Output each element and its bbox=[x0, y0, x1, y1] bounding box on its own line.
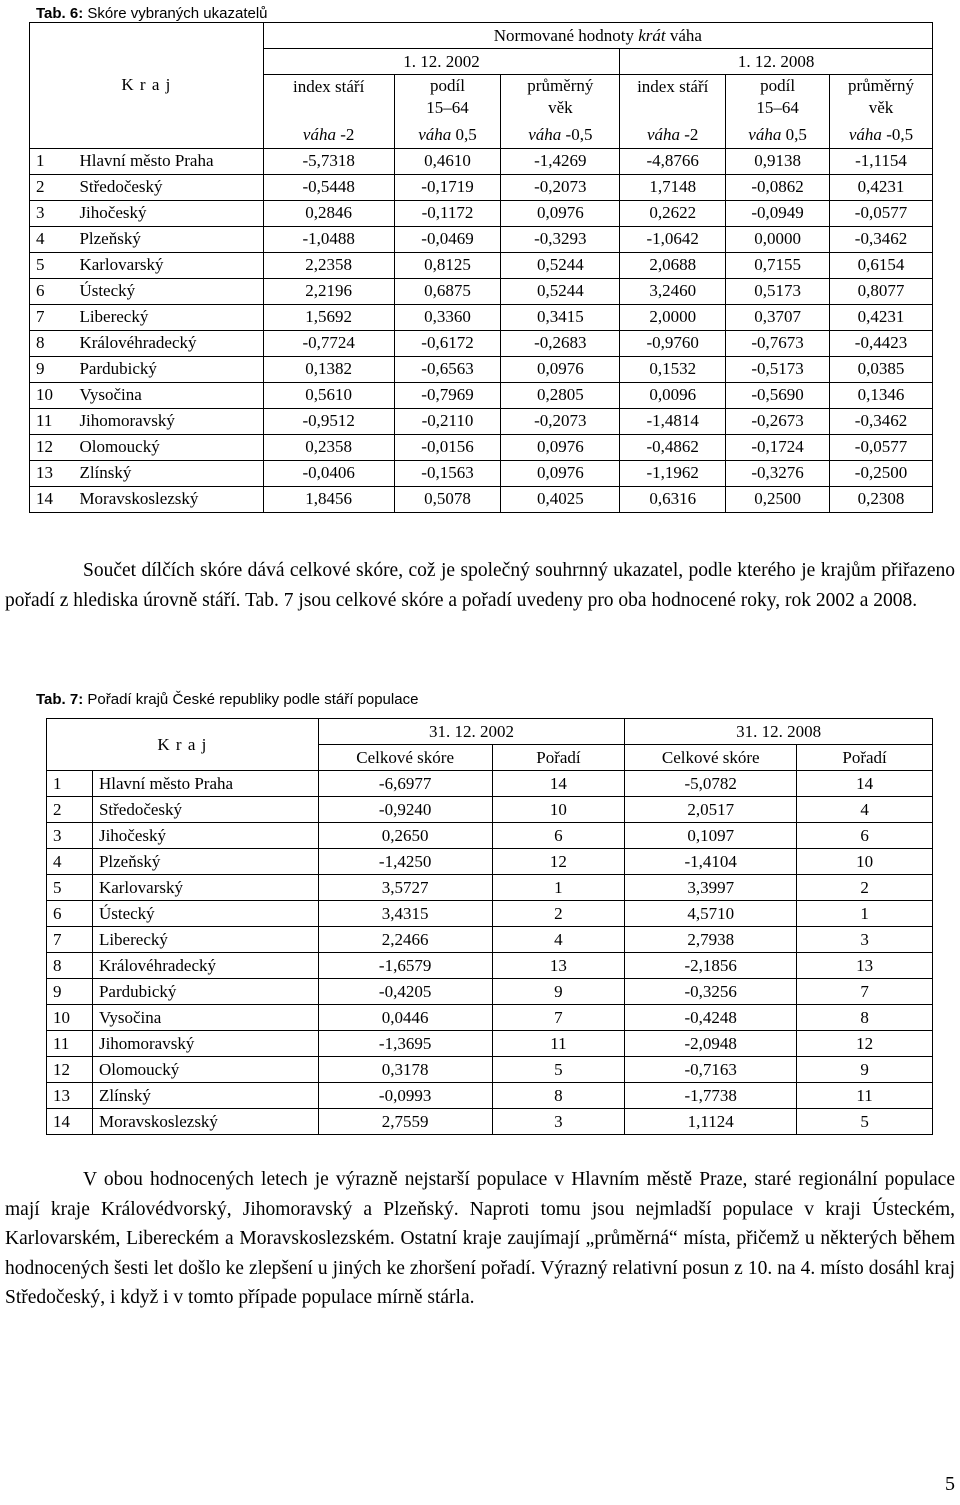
table-cell: 5 bbox=[492, 1057, 625, 1083]
table-cell: 4 bbox=[797, 797, 933, 823]
weight-value: -2 bbox=[335, 125, 355, 144]
table-row bbox=[30, 226, 933, 252]
table-cell: -1,6579 bbox=[318, 953, 492, 979]
table-cell: 0,4610 bbox=[394, 148, 501, 174]
table-cell: -0,2683 bbox=[501, 330, 620, 356]
table-cell: 0,3707 bbox=[726, 304, 830, 330]
row-number: 13 bbox=[30, 460, 74, 486]
table-cell: 3,4315 bbox=[318, 901, 492, 927]
region-name: Karlovarský bbox=[73, 252, 263, 278]
table-cell: 2 bbox=[492, 901, 625, 927]
weight-word: váha bbox=[646, 125, 681, 144]
col-vek-line1: průměrný bbox=[527, 76, 594, 95]
region-name: Vysočina bbox=[92, 1005, 318, 1031]
page-number: 5 bbox=[945, 1473, 955, 1495]
table-cell: 0,1532 bbox=[620, 356, 726, 382]
table-cell: -1,4269 bbox=[501, 148, 620, 174]
region-name: Pardubický bbox=[92, 979, 318, 1005]
table-cell: 0,6875 bbox=[394, 278, 501, 304]
table-cell: 3 bbox=[797, 927, 933, 953]
table-cell: 1,5692 bbox=[263, 304, 394, 330]
table-cell: 4 bbox=[492, 927, 625, 953]
table-cell: 5 bbox=[797, 1109, 933, 1135]
table-cell: 1,1124 bbox=[625, 1109, 797, 1135]
row-number: 7 bbox=[30, 304, 74, 330]
table-cell: 8 bbox=[492, 1083, 625, 1109]
table-cell: -0,3462 bbox=[830, 408, 933, 434]
row-number: 14 bbox=[47, 1109, 93, 1135]
table-cell: -0,2500 bbox=[830, 460, 933, 486]
table-cell: 0,2308 bbox=[830, 486, 933, 512]
table-row bbox=[30, 174, 933, 200]
row-number: 5 bbox=[30, 252, 74, 278]
table-cell: 0,8125 bbox=[394, 252, 501, 278]
row-number: 11 bbox=[30, 408, 74, 434]
table-cell: -0,3276 bbox=[726, 460, 830, 486]
table-cell: 0,5078 bbox=[394, 486, 501, 512]
table6-col-index: index stáří bbox=[263, 75, 394, 123]
table-cell: 3,5727 bbox=[318, 875, 492, 901]
table-cell: 9 bbox=[492, 979, 625, 1005]
table-row bbox=[30, 486, 933, 512]
table-cell: -1,0642 bbox=[620, 226, 726, 252]
table7-year-2002: 31. 12. 2002 bbox=[318, 719, 625, 745]
table-row bbox=[30, 460, 933, 486]
table-cell: 0,3178 bbox=[318, 1057, 492, 1083]
table-row bbox=[47, 1031, 933, 1057]
table-cell: 1 bbox=[797, 901, 933, 927]
row-number: 6 bbox=[47, 901, 93, 927]
table-cell: 0,4231 bbox=[830, 174, 933, 200]
region-name: Středočeský bbox=[92, 797, 318, 823]
region-name: Liberecký bbox=[92, 927, 318, 953]
table7-col-rank-2008: Pořadí bbox=[797, 745, 933, 771]
row-number: 1 bbox=[30, 148, 74, 174]
table-cell: -0,4248 bbox=[625, 1005, 797, 1031]
table7-col-rank-2002: Pořadí bbox=[492, 745, 625, 771]
table-cell: -0,3293 bbox=[501, 226, 620, 252]
table-row bbox=[30, 382, 933, 408]
row-number: 3 bbox=[47, 823, 93, 849]
row-number: 2 bbox=[47, 797, 93, 823]
weight-value: -0,5 bbox=[561, 125, 593, 144]
table-cell: -6,6977 bbox=[318, 771, 492, 797]
table-cell: -1,0488 bbox=[263, 226, 394, 252]
weight-value: -2 bbox=[680, 125, 699, 144]
weight-word: váha bbox=[418, 125, 452, 144]
table-cell: 0,2622 bbox=[620, 200, 726, 226]
row-number: 8 bbox=[30, 330, 74, 356]
table-cell: 0,3415 bbox=[501, 304, 620, 330]
table6-super-header bbox=[263, 23, 932, 49]
table-cell: -0,9760 bbox=[620, 330, 726, 356]
table-cell: 0,9138 bbox=[726, 148, 830, 174]
table-cell: -0,2073 bbox=[501, 408, 620, 434]
table-cell: 0,0000 bbox=[726, 226, 830, 252]
table-cell: 13 bbox=[492, 953, 625, 979]
table-cell: -0,0577 bbox=[830, 434, 933, 460]
table-row bbox=[30, 408, 933, 434]
table-cell: -0,4862 bbox=[620, 434, 726, 460]
table-cell: 0,6154 bbox=[830, 252, 933, 278]
region-name: Jihomoravský bbox=[73, 408, 263, 434]
table-row bbox=[30, 434, 933, 460]
row-number: 4 bbox=[30, 226, 74, 252]
region-name: Liberecký bbox=[73, 304, 263, 330]
weight-value: 0,5 bbox=[781, 125, 807, 144]
row-number: 14 bbox=[30, 486, 74, 512]
table-cell: -0,4205 bbox=[318, 979, 492, 1005]
table-cell: -0,3462 bbox=[830, 226, 933, 252]
row-number: 12 bbox=[47, 1057, 93, 1083]
weight-word: váha bbox=[302, 125, 336, 144]
table7-year-2008: 31. 12. 2008 bbox=[625, 719, 933, 745]
region-name: Vysočina bbox=[73, 382, 263, 408]
table-cell: 2,2358 bbox=[263, 252, 394, 278]
table-row bbox=[47, 1083, 933, 1109]
region-name: Moravskoslezský bbox=[92, 1109, 318, 1135]
row-number: 10 bbox=[47, 1005, 93, 1031]
table-cell: 6 bbox=[492, 823, 625, 849]
table-row bbox=[30, 356, 933, 382]
table-cell: -0,6172 bbox=[394, 330, 501, 356]
table-cell: -0,1719 bbox=[394, 174, 501, 200]
table-cell: 0,0385 bbox=[830, 356, 933, 382]
row-number: 8 bbox=[47, 953, 93, 979]
table-cell: -0,1724 bbox=[726, 434, 830, 460]
table-cell: -5,0782 bbox=[625, 771, 797, 797]
region-name: Ústecký bbox=[73, 278, 263, 304]
table-cell: 0,4025 bbox=[501, 486, 620, 512]
table-cell: 6 bbox=[797, 823, 933, 849]
table7-caption bbox=[36, 689, 418, 709]
table-cell: 3,2460 bbox=[620, 278, 726, 304]
table-cell: 2 bbox=[797, 875, 933, 901]
region-name: Královéhradecký bbox=[73, 330, 263, 356]
region-name: Zlínský bbox=[73, 460, 263, 486]
table-cell: 3,3997 bbox=[625, 875, 797, 901]
table-row bbox=[47, 1057, 933, 1083]
table-cell: -1,7738 bbox=[625, 1083, 797, 1109]
col-podil-line1: podíl bbox=[430, 76, 465, 95]
table-cell: 0,0976 bbox=[501, 200, 620, 226]
table-cell: 2,0517 bbox=[625, 797, 797, 823]
table-cell: 0,5173 bbox=[726, 278, 830, 304]
table6-weight-cell bbox=[726, 123, 830, 149]
paragraph-1: Součet dílčích skóre dává celkové skóre, což je společný souhrnný ukazatel, podle kterého je krajům přiřazeno pořadí z hlediska úrovně stáří. Tab. 7 jsou celkové skóre a pořadí uvedeny pro oba hodnocené roky, rok 2002 a 2008. bbox=[5, 560, 955, 611]
table-cell: -0,5690 bbox=[726, 382, 830, 408]
region-name: Karlovarský bbox=[92, 875, 318, 901]
weight-value: 0,5 bbox=[451, 125, 477, 144]
table-cell: -0,4423 bbox=[830, 330, 933, 356]
table-cell: -0,7724 bbox=[263, 330, 394, 356]
table-cell: -0,9240 bbox=[318, 797, 492, 823]
table-cell: -5,7318 bbox=[263, 148, 394, 174]
table-row bbox=[47, 1005, 933, 1031]
col-podil-line1: podíl bbox=[760, 76, 796, 95]
table-cell: 11 bbox=[797, 1083, 933, 1109]
table-row bbox=[47, 979, 933, 1005]
table-row bbox=[30, 278, 933, 304]
table-cell: -0,0949 bbox=[726, 200, 830, 226]
table-cell: 14 bbox=[797, 771, 933, 797]
table-cell: 1 bbox=[492, 875, 625, 901]
weight-value: -0,5 bbox=[881, 125, 914, 144]
row-number: 3 bbox=[30, 200, 74, 226]
table-row bbox=[47, 927, 933, 953]
table-cell: 0,1382 bbox=[263, 356, 394, 382]
table-cell: -1,4814 bbox=[620, 408, 726, 434]
table-row bbox=[47, 849, 933, 875]
table-cell: 0,2805 bbox=[501, 382, 620, 408]
table-cell: 7 bbox=[797, 979, 933, 1005]
table-cell: 0,2358 bbox=[263, 434, 394, 460]
row-number: 1 bbox=[47, 771, 93, 797]
region-name: Hlavní město Praha bbox=[92, 771, 318, 797]
table-cell: 2,2196 bbox=[263, 278, 394, 304]
table-cell: 12 bbox=[492, 849, 625, 875]
row-number: 10 bbox=[30, 382, 74, 408]
table-cell: 1,8456 bbox=[263, 486, 394, 512]
col-podil-line2: 15–64 bbox=[426, 98, 469, 117]
table-row bbox=[47, 771, 933, 797]
table7 bbox=[46, 718, 933, 1135]
super-header-part: Normované hodnoty bbox=[493, 25, 639, 45]
table-cell: -0,0862 bbox=[726, 174, 830, 200]
table-row bbox=[47, 901, 933, 927]
table-cell: 4,5710 bbox=[625, 901, 797, 927]
table-cell: -0,1563 bbox=[394, 460, 501, 486]
table-cell: 13 bbox=[797, 953, 933, 979]
table-cell: 0,8077 bbox=[830, 278, 933, 304]
table-cell: -0,9512 bbox=[263, 408, 394, 434]
region-name: Olomoucký bbox=[92, 1057, 318, 1083]
table-cell: -0,2073 bbox=[501, 174, 620, 200]
row-number: 5 bbox=[47, 875, 93, 901]
table6-caption-text: Skóre vybraných ukazatelů bbox=[83, 5, 268, 22]
table-cell: 0,1346 bbox=[830, 382, 933, 408]
region-name: Plzeňský bbox=[73, 226, 263, 252]
table-cell: -1,1154 bbox=[830, 148, 933, 174]
table-cell: 3 bbox=[492, 1109, 625, 1135]
table-cell: 0,1097 bbox=[625, 823, 797, 849]
table-cell: 0,2500 bbox=[726, 486, 830, 512]
table-cell: -0,3256 bbox=[625, 979, 797, 1005]
paragraph-2: V obou hodnocených letech je výrazně nejstarší populace v Hlavním městě Praze, staré regionální populace mají kraje Královédvorský, Jihomoravský a Plzeňský. Naproti tomu jsou nejmladší populace v kraji Ústeckém, Karlovarském, Libereckém a Moravskoslezském. Ostatní kraje zaujímají „průměrná“ místa, přičemž u některých během hodnocených šesti let došlo ke zlepšení u jiných ke zhoršení pořadí. Výrazný relativní posun z 10. na 4. místo dosáhl kraj Středočeský, i když i v tomto případe populace mírně stárla. bbox=[5, 1169, 955, 1308]
table-cell: 10 bbox=[492, 797, 625, 823]
region-name: Hlavní město Praha bbox=[73, 148, 263, 174]
table-row bbox=[30, 148, 933, 174]
table-row bbox=[47, 797, 933, 823]
table-cell: 2,7938 bbox=[625, 927, 797, 953]
col-vek-line2: věk bbox=[868, 98, 894, 117]
table-cell: 2,0688 bbox=[620, 252, 726, 278]
row-number: 9 bbox=[47, 979, 93, 1005]
table-row bbox=[30, 252, 933, 278]
table-cell: 10 bbox=[797, 849, 933, 875]
table6-year-2008: 1. 12. 2008 bbox=[620, 49, 933, 75]
table-cell: -0,6563 bbox=[394, 356, 501, 382]
weight-word: váha bbox=[748, 125, 782, 144]
table6-weight-cell bbox=[263, 123, 394, 149]
table-cell: -0,1172 bbox=[394, 200, 501, 226]
table-cell: 11 bbox=[492, 1031, 625, 1057]
super-header-part: váha bbox=[665, 25, 702, 45]
table-cell: -1,4250 bbox=[318, 849, 492, 875]
table-row bbox=[30, 304, 933, 330]
table6 bbox=[29, 22, 933, 513]
table7-kraj-header: K r a j bbox=[47, 719, 319, 771]
region-name: Zlínský bbox=[92, 1083, 318, 1109]
region-name: Plzeňský bbox=[92, 849, 318, 875]
row-number: 9 bbox=[30, 356, 74, 382]
row-number: 6 bbox=[30, 278, 74, 304]
weight-word: váha bbox=[848, 125, 882, 144]
table-cell: 0,0446 bbox=[318, 1005, 492, 1031]
table-cell: 0,5244 bbox=[501, 278, 620, 304]
col-vek-line2: věk bbox=[548, 98, 573, 117]
table-cell: 12 bbox=[797, 1031, 933, 1057]
table-cell: -4,8766 bbox=[620, 148, 726, 174]
table-row bbox=[47, 875, 933, 901]
table-cell: -0,0993 bbox=[318, 1083, 492, 1109]
table6-caption bbox=[36, 3, 268, 23]
table-cell: 0,2650 bbox=[318, 823, 492, 849]
table-row bbox=[30, 330, 933, 356]
table6-caption-label: Tab. 6: bbox=[36, 5, 84, 22]
table6-col-index: index stáří bbox=[620, 75, 726, 123]
table-cell: 2,2466 bbox=[318, 927, 492, 953]
table-row bbox=[47, 1109, 933, 1135]
table6-col-vek bbox=[830, 75, 933, 123]
table6-col-vek bbox=[501, 75, 620, 123]
region-name: Královéhradecký bbox=[92, 953, 318, 979]
table6-kraj-header: K r a j bbox=[30, 23, 264, 149]
table-cell: 0,3360 bbox=[394, 304, 501, 330]
table-cell: 2,0000 bbox=[620, 304, 726, 330]
row-number: 7 bbox=[47, 927, 93, 953]
table7-col-score-2008: Celkové skóre bbox=[625, 745, 797, 771]
table-row bbox=[30, 200, 933, 226]
table-cell: -0,0577 bbox=[830, 200, 933, 226]
table-cell: -2,0948 bbox=[625, 1031, 797, 1057]
table-cell: -0,2673 bbox=[726, 408, 830, 434]
table-row bbox=[47, 823, 933, 849]
table-cell: 0,6316 bbox=[620, 486, 726, 512]
table-cell: -0,0469 bbox=[394, 226, 501, 252]
table-cell: 0,0976 bbox=[501, 356, 620, 382]
region-name: Pardubický bbox=[73, 356, 263, 382]
col-vek-line1: průměrný bbox=[847, 76, 915, 95]
table-cell: -1,1962 bbox=[620, 460, 726, 486]
table-cell: 0,2846 bbox=[263, 200, 394, 226]
table-cell: -0,7673 bbox=[726, 330, 830, 356]
table7-caption-label: Tab. 7: bbox=[36, 691, 84, 708]
table6-weight-cell bbox=[501, 123, 620, 149]
table-cell: 14 bbox=[492, 771, 625, 797]
table6-col-podil bbox=[394, 75, 501, 123]
table-cell: -0,2110 bbox=[394, 408, 501, 434]
col-podil-line2: 15–64 bbox=[756, 98, 799, 117]
row-number: 2 bbox=[30, 174, 74, 200]
table-cell: 0,0976 bbox=[501, 460, 620, 486]
table6-weight-cell bbox=[830, 123, 933, 149]
region-name: Jihomoravský bbox=[92, 1031, 318, 1057]
table-cell: 9 bbox=[797, 1057, 933, 1083]
region-name: Jihočeský bbox=[73, 200, 263, 226]
table-cell: -0,0406 bbox=[263, 460, 394, 486]
region-name: Středočeský bbox=[73, 174, 263, 200]
table-cell: -0,0156 bbox=[394, 434, 501, 460]
table6-year-2002: 1. 12. 2002 bbox=[263, 49, 620, 75]
table-cell: 0,7155 bbox=[726, 252, 830, 278]
table7-caption-text: Pořadí krajů České republiky podle stáří populace bbox=[83, 691, 419, 708]
table-cell: 1,7148 bbox=[620, 174, 726, 200]
row-number: 11 bbox=[47, 1031, 93, 1057]
table6-weight-cell bbox=[620, 123, 726, 149]
table-cell: 0,5244 bbox=[501, 252, 620, 278]
weight-word: váha bbox=[528, 125, 562, 144]
table-cell: -1,3695 bbox=[318, 1031, 492, 1057]
table6-col-podil bbox=[726, 75, 830, 123]
table-cell: 0,0976 bbox=[501, 434, 620, 460]
table-cell: 0,0096 bbox=[620, 382, 726, 408]
super-header-italic: krát bbox=[638, 25, 666, 45]
region-name: Olomoucký bbox=[73, 434, 263, 460]
table-cell: -2,1856 bbox=[625, 953, 797, 979]
table-cell: 2,7559 bbox=[318, 1109, 492, 1135]
row-number: 12 bbox=[30, 434, 74, 460]
region-name: Jihočeský bbox=[92, 823, 318, 849]
table6-weight-cell bbox=[394, 123, 501, 149]
table-cell: -0,5448 bbox=[263, 174, 394, 200]
table-cell: -1,4104 bbox=[625, 849, 797, 875]
table-cell: -0,7163 bbox=[625, 1057, 797, 1083]
table-cell: 8 bbox=[797, 1005, 933, 1031]
table-cell: 0,5610 bbox=[263, 382, 394, 408]
table-cell: 7 bbox=[492, 1005, 625, 1031]
table7-col-score-2002: Celkové skóre bbox=[318, 745, 492, 771]
region-name: Ústecký bbox=[92, 901, 318, 927]
table-cell: -0,7969 bbox=[394, 382, 501, 408]
table-cell: -0,5173 bbox=[726, 356, 830, 382]
row-number: 4 bbox=[47, 849, 93, 875]
row-number: 13 bbox=[47, 1083, 93, 1109]
table-row bbox=[47, 953, 933, 979]
table-cell: 0,4231 bbox=[830, 304, 933, 330]
region-name: Moravskoslezský bbox=[73, 486, 263, 512]
